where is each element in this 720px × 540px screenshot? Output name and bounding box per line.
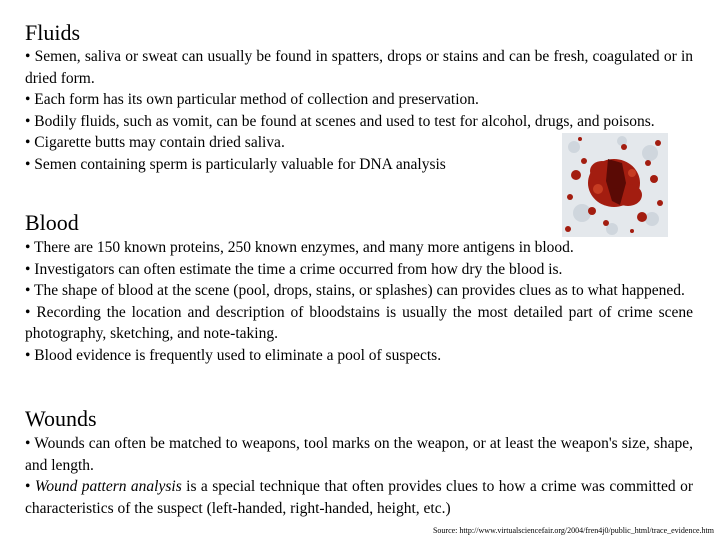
heading-fluids: Fluids bbox=[25, 20, 81, 45]
blood-bullets bbox=[25, 237, 693, 367]
wounds-bullet-prefix: • bbox=[25, 478, 35, 496]
wounds-bullet bbox=[25, 476, 693, 519]
wound-pattern-analysis-term: Wound pattern analysis bbox=[34, 478, 182, 496]
blood-bullet: • Blood evidence is frequently used to eliminate a pool of suspects. bbox=[25, 346, 442, 364]
wounds-bullet: • Wounds can often be matched to weapons, tool marks on the weapon, or at least the weapon's size, shape, and length. bbox=[25, 435, 693, 474]
fluids-bullet: • Semen, saliva or sweat can usually be found in spatters, drops or stains and can be fresh, coagulated or in dried form. bbox=[25, 48, 693, 87]
blood-bullet: • Recording the location and description of bloodstains is usually the most detailed part of crime scene photography, sketching, and note-taking. bbox=[25, 303, 693, 343]
blood-bullet: • Investigators can often estimate the time a crime occurred from how dry the blood is. bbox=[25, 260, 563, 278]
fluids-bullet: • Each form has its own particular method of collection and preservation. bbox=[25, 91, 479, 109]
source-citation: Source: http://www.virtualsciencefair.org/2004/fren4j0/public_html/trace_evidence.htm bbox=[432, 526, 714, 535]
blood-bullet: • The shape of blood at the scene (pool, drops, stains, or splashes) can provides clues as to what happened. bbox=[25, 282, 685, 300]
fluids-bullet: • Semen containing sperm is particularly valuable for DNA analysis bbox=[25, 155, 446, 173]
wounds-bullet-text: is a special technique that often provides clues to how a crime was committed or characteristics of the suspect (left-handed, right-handed, height, etc.) bbox=[25, 478, 693, 517]
blood-bullet: • There are 150 known proteins, 250 known enzymes, and many more antigens in blood. bbox=[25, 239, 574, 256]
fluids-bullet: • Cigarette butts may contain dried saliva. bbox=[25, 134, 285, 152]
blood-splatter-photo bbox=[562, 133, 668, 237]
heading-blood: Blood bbox=[25, 210, 79, 235]
fluids-bullet: • Bodily fluids, such as vomit, can be found at scenes and used to test for alcohol, drugs, and poisons. bbox=[25, 112, 655, 130]
wounds-bullets bbox=[25, 433, 693, 519]
heading-wounds: Wounds bbox=[25, 406, 97, 431]
